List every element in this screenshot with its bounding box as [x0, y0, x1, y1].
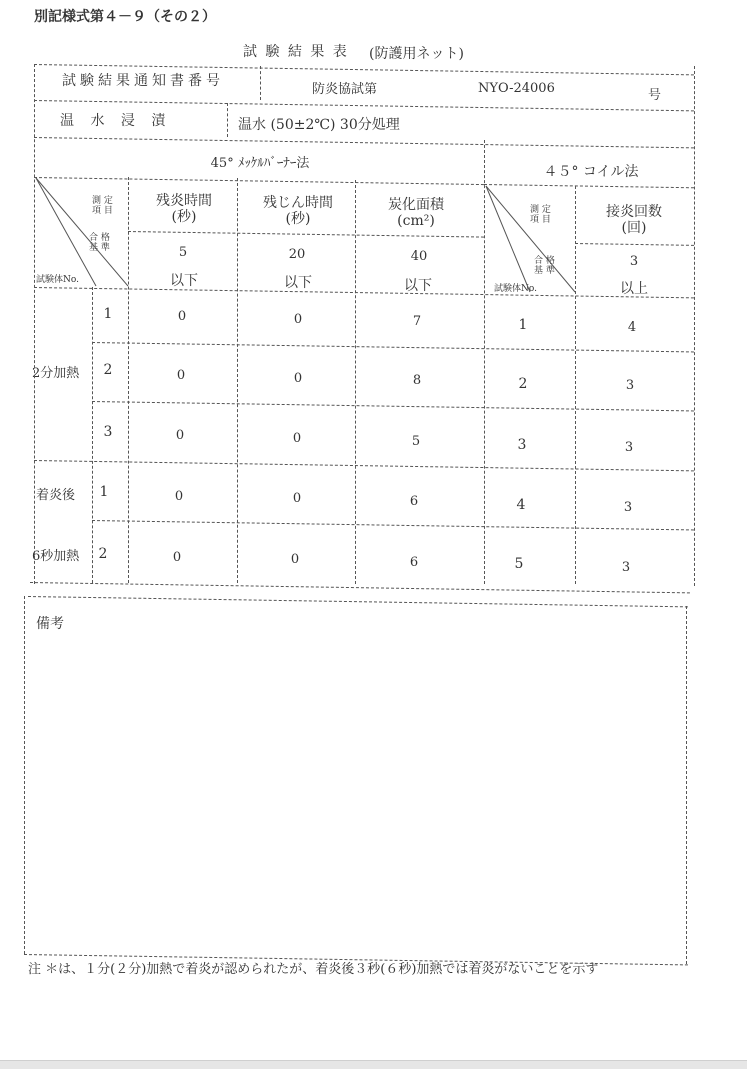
method-coil: ４５° コイル法	[543, 164, 639, 180]
col-afterglow-header: 残じん時間 (秒)	[263, 195, 333, 228]
afterglow-value: 0	[293, 371, 303, 386]
page-title: 試 験 結 果 表	[243, 44, 349, 60]
method-meckel-burner: 45° ﾒｯｹﾙﾊﾞｰﾅｰ法	[210, 156, 310, 171]
criteria-afterflame: 5	[178, 245, 188, 260]
afterglow-value: 0	[293, 312, 303, 327]
specimen-no: 2	[103, 362, 113, 378]
diag-line	[486, 186, 530, 292]
char-area-value: 8	[412, 373, 422, 388]
criteria-char-area: 40	[410, 249, 428, 264]
qualifier-afterflame: 以下	[170, 273, 198, 289]
contacts-value: 3	[623, 500, 633, 515]
coil-specimen-no: 5	[514, 556, 524, 572]
specimen-no-label: 試験体No.	[36, 275, 79, 285]
specimen-no: 1	[103, 306, 113, 322]
immersion-label: 温 水 浸 漬	[60, 113, 172, 129]
coil-pass-criteria-label: 合 格 基 準	[534, 256, 555, 277]
group-6sec-heat: 6秒加熱	[32, 549, 80, 564]
afterglow-value: 0	[290, 552, 300, 567]
group-2min-heat: 2分加熱	[32, 366, 80, 381]
contacts-value: 3	[624, 440, 634, 455]
page-title-suffix: (防護用ネット)	[369, 46, 464, 62]
group-after-ignition: 着炎後	[36, 488, 76, 503]
specimen-no: 3	[103, 424, 113, 440]
coil-specimen-no-label: 試験体No.	[494, 284, 537, 294]
coil-specimen-no: 1	[518, 317, 528, 333]
afterflame-value: 0	[172, 550, 182, 565]
specimen-no: 2	[98, 546, 108, 562]
notice-prefix: 防炎協試第	[312, 82, 378, 97]
immersion-value: 温水 (50±2℃) 30分処理	[238, 117, 400, 133]
afterglow-value: 0	[292, 431, 302, 446]
contacts-value: 4	[627, 320, 637, 335]
notice-number-label: 試験結果通知書番号	[62, 73, 224, 89]
pass-criteria-label: 合 格 基 準	[89, 233, 110, 254]
afterglow-value: 0	[292, 491, 302, 506]
char-area-value: 5	[411, 434, 421, 449]
col-afterflame-header: 残炎時間 (秒)	[156, 193, 212, 226]
footnote: 注 ＊は、１分(２分)加熱で着炎が認められたが、着炎後３秒(６秒)加熱では着炎がないことを示す	[28, 962, 599, 977]
char-area-value: 6	[409, 494, 419, 509]
diag-line	[486, 186, 575, 292]
col-contacts-header: 接炎回数 (回)	[606, 204, 662, 237]
afterflame-value: 0	[174, 489, 184, 504]
criteria-contacts: 3	[629, 254, 639, 269]
char-area-value: 6	[409, 555, 419, 570]
contacts-value: 3	[625, 378, 635, 393]
criteria-afterglow: 20	[288, 247, 306, 262]
notice-suffix: 号	[648, 88, 662, 103]
qualifier-contacts: 以上	[620, 281, 648, 297]
form-id: 別記様式第４－９（その２）	[34, 9, 216, 25]
coil-measure-item-label: 測 定 項 目	[530, 205, 551, 226]
coil-specimen-no: 4	[516, 497, 526, 513]
measure-item-label: 測 定 項 目	[92, 196, 113, 217]
notice-number-value: NYO-24006	[478, 81, 555, 96]
qualifier-char-area: 以下	[404, 278, 432, 294]
contacts-value: 3	[621, 560, 631, 575]
remarks-label: 備考	[36, 616, 64, 632]
diag-line	[36, 178, 128, 286]
afterflame-value: 0	[175, 428, 185, 443]
col-char-area-header: 炭化面積 (cm²)	[388, 197, 444, 230]
afterflame-value: 0	[176, 368, 186, 383]
afterflame-value: 0	[177, 309, 187, 324]
diag-line	[36, 178, 96, 286]
coil-specimen-no: 3	[517, 437, 527, 453]
qualifier-afterglow: 以下	[284, 275, 312, 291]
char-area-value: 7	[412, 314, 422, 329]
coil-specimen-no: 2	[518, 376, 528, 392]
specimen-no: 1	[99, 484, 109, 500]
